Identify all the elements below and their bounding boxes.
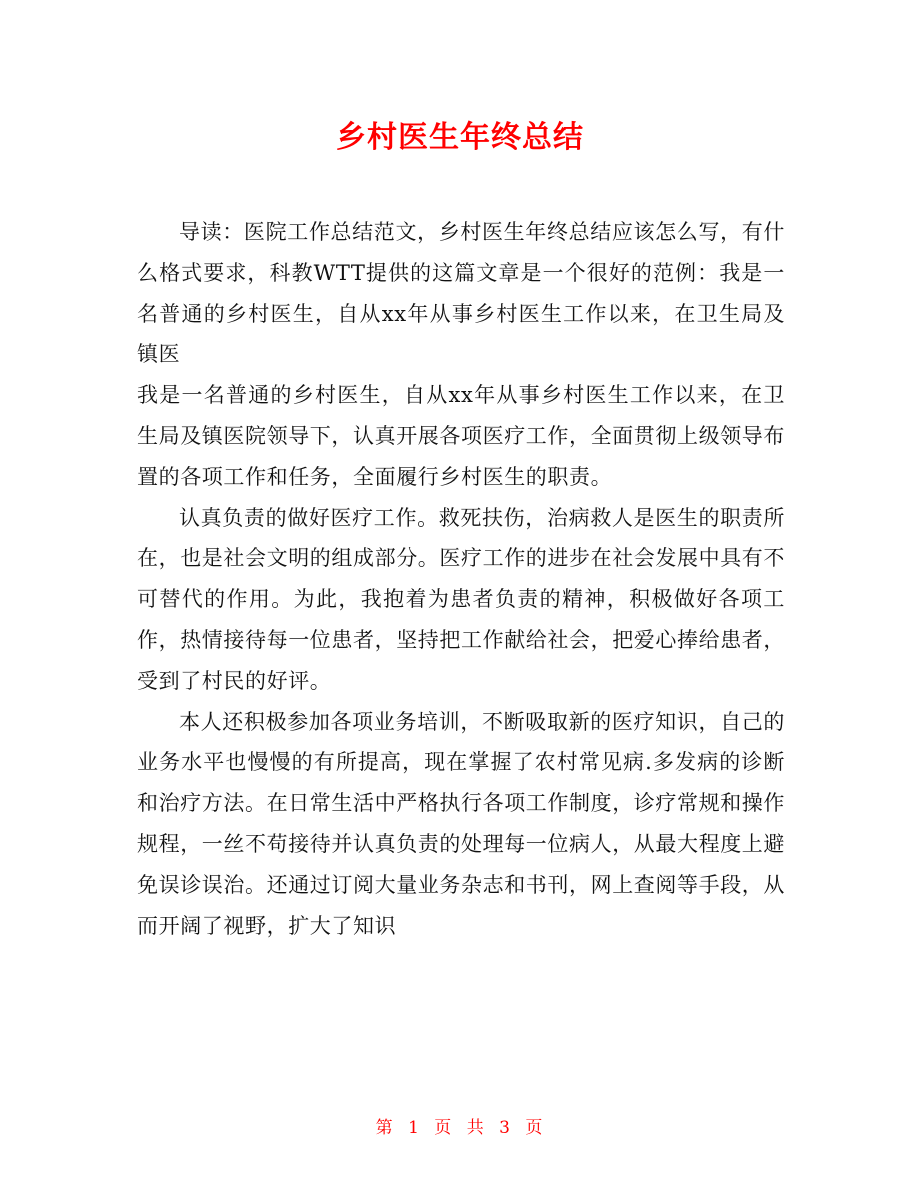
footer-label-total: 共 bbox=[466, 1118, 486, 1138]
page-footer bbox=[0, 1113, 920, 1138]
footer-label-ye-end: 页 bbox=[525, 1118, 545, 1138]
page-title: 乡村医生年终总结 bbox=[336, 120, 584, 155]
footer-label-page: 第 bbox=[375, 1118, 395, 1138]
footer-total-pages: 3 bbox=[499, 1118, 512, 1138]
paragraph-3: 本人还积极参加各项业务培训，不断吸取新的医疗知识，自己的业务水平也慢慢的有所提高，现在掌握了农村常见病.多发病的诊断和治疗方法。在日常生活中严格执行各项工作制度，诊疗常规和操作规程，一丝不苟接待并认真负责的处理每一位病人，从最大程度上避免误诊误治。还通过订阅大量业务杂志和书刊，网上查阅等手段，从而开阔了视野，扩大了知识 bbox=[137, 709, 785, 938]
paragraph-2: 认真负责的做好医疗工作。救死扶伤，治病救人是医生的职责所在，也是社会文明的组成部分。医疗工作的进步在社会发展中具有不可替代的作用。为此，我抱着为患者负责的精神，积极做好各项工作，热情接待每一位患者，坚持把工作献给社会，把爱心捧给患者，受到了村民的好评。 bbox=[137, 505, 785, 693]
footer-current-page: 1 bbox=[408, 1118, 421, 1138]
paragraph-intro: 导读：医院工作总结范文，乡村医生年终总结应该怎么写，有什么格式要求，科教WTT提供的这篇文章是一个很好的范例：我是一名普通的乡村医生，自从xx年从事乡村医生工作以来，在卫生局及镇医 bbox=[137, 220, 785, 367]
document-body bbox=[137, 212, 785, 946]
paragraph-1: 我是一名普通的乡村医生，自从xx年从事乡村医生工作以来，在卫生局及镇医院领导下，认真开展各项医疗工作，全面贯彻上级领导布置的各项工作和任务，全面履行乡村医生的职责。 bbox=[137, 383, 785, 489]
footer-label-ye: 页 bbox=[434, 1118, 454, 1138]
